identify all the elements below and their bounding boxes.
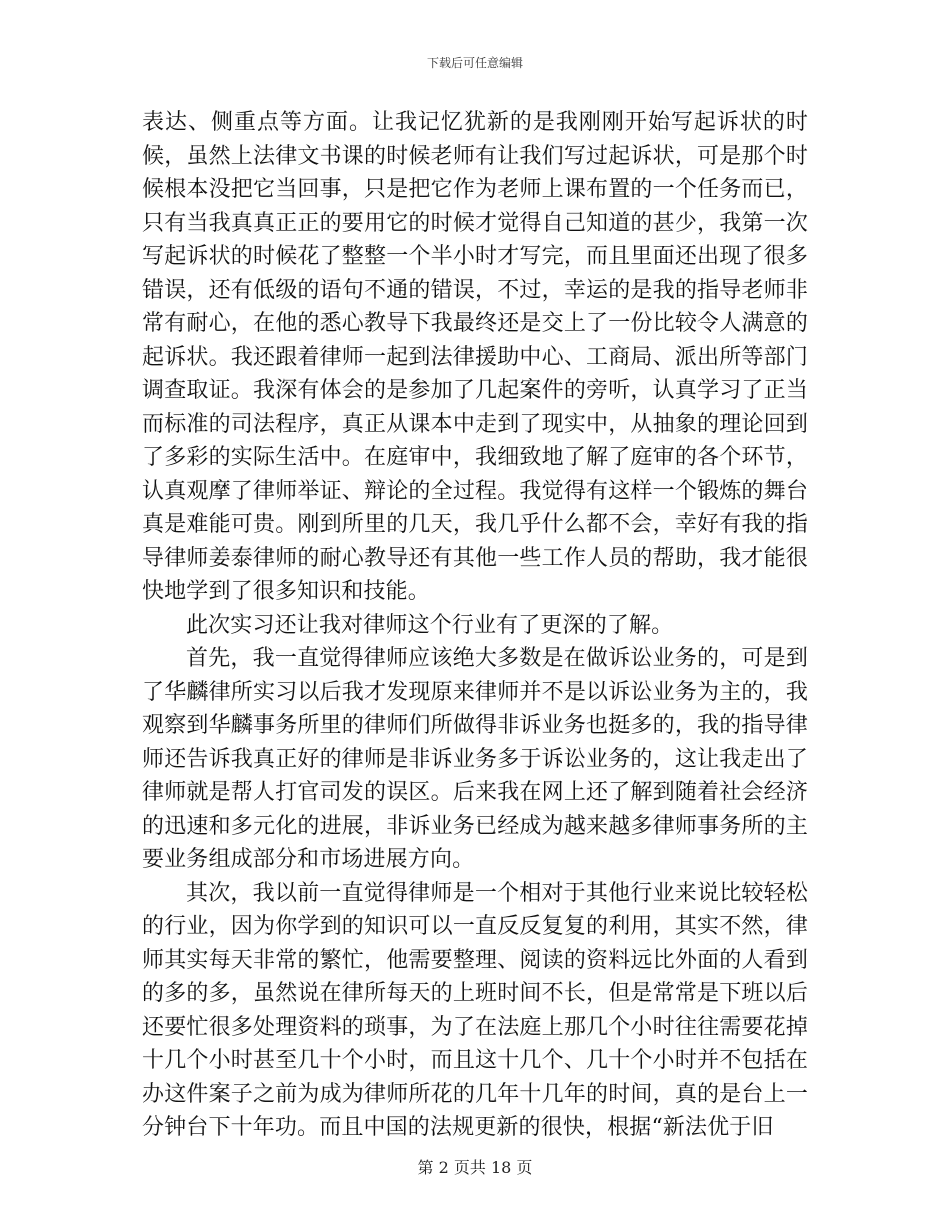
document-body — [142, 106, 808, 1145]
paragraph-first-point: 首先，我一直觉得律师应该绝大多数是在做诉讼业务的，可是到了华麟律所实习以后我才发现原来律师并不是以诉讼业务为主的，我观察到华麟事务所里的律师们所做得非诉业务也挺多的，我的指导律师还告诉我真正好的律师是非诉业务多于诉讼业务的，这让我走出了律师就是帮人打官司发的误区。后来我在网上还了解到随着社会经济的迅速和多元化的进展，非诉业务已经成为越来越多律师事务所的主要业务组成部分和市场进展方向。 — [142, 646, 808, 872]
header-note: 下载后可任意编辑 — [426, 56, 523, 70]
paragraph-second-point: 其次，我以前一直觉得律师是一个相对于其他行业来说比较轻松的行业，因为你学到的知识可以一直反反复复的利用，其实不然，律师其实每天非常的繁忙，他需要整理、阅读的资料远比外面的人看到的多的多，虽然说在律所每天的上班时间不长，但是常常是下班以后还要忙很多处理资料的琐事，为了在法庭上那几个小时往往需要花掉十几个小时甚至几十个小时，而且这十几个、几十个小时并不包括在办这件案子之前为成为律师所花的几年十几年的时间，真的是台上一分钟台下十年功。而且中国的法规更新的很快，根据“新法优于旧 — [142, 880, 808, 1140]
paragraph-intro-understanding: 此次实习还让我对律师这个行业有了更深的了解。 — [186, 612, 674, 638]
paragraph-continued: 表达、侧重点等方面。让我记忆犹新的是我刚刚开始写起诉状的时候，虽然上法律文书课的时候老师有让我们写过起诉状，可是那个时候根本没把它当回事，只是把它作为老师上课布置的一个任务而已，只有当我真真正正的要用它的时候才觉得自己知道的甚少，我第一次写起诉状的时候花了整整一个半小时才写完，而且里面还出现了很多错误，还有低级的语句不通的错误，不过，幸运的是我的指导老师非常有耐心，在他的悉心教导下我最终还是交上了一份比较令人满意的起诉状。我还跟着律师一起到法律援助中心、工商局、派出所等部门调查取证。我深有体会的是参加了几起案件的旁听，认真学习了正当而标准的司法程序，真正从课本中走到了现实中，从抽象的理论回到了多彩的实际生活中。在庭审中，我细致地了解了庭审的各个环节，认真观摩了律师举证、辩论的全过程。我觉得有这样一个锻炼的舞台真是难能可贵。刚到所里的几天，我几乎什么都不会，幸好有我的指导律师姜泰律师的耐心教导还有其他一些工作人员的帮助，我才能很快地学到了很多知识和技能。 — [142, 110, 808, 604]
page-number: 第 2 页共 18 页 — [417, 1158, 533, 1177]
